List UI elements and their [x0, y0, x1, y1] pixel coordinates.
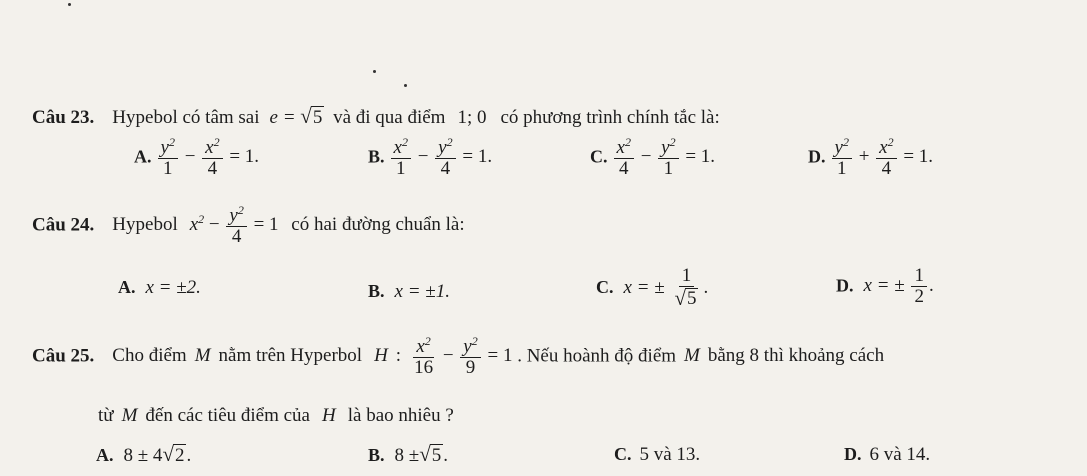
hyperbola-equation: $x^2$ − $\frac{y^2}{4}$ = 1 [189, 203, 279, 247]
sqrt-expr: √ 5 [300, 104, 323, 128]
option-letter: A. [134, 146, 152, 167]
hyperbola-equation: $\frac{x^2}{16}$ − $\frac{y^2}{9}$ = 1 [414, 334, 513, 378]
q23-option-b[interactable] [368, 136, 492, 180]
q25-option-a[interactable]: A. 8 ± 4 √ 2 . [96, 442, 192, 466]
line2-text-after: là bao nhiêu ? [347, 405, 454, 426]
operator: − [184, 146, 196, 168]
question-text-after: có phương trình chính tắc là: [500, 107, 720, 128]
option-letter: A. [96, 445, 114, 465]
fraction: $\frac{x^2}{1}$ [391, 136, 411, 180]
radicand: 5 [312, 107, 323, 128]
option-text: 6 và 14. [869, 444, 931, 465]
q23-option-c[interactable] [590, 136, 715, 180]
operator: + [858, 146, 870, 168]
question-label: Câu 23. [32, 107, 95, 128]
fraction: $\frac{y^2}{4}$ [435, 136, 455, 180]
point-name: M [121, 405, 138, 426]
option-letter: C. [614, 444, 632, 464]
question-23 [32, 104, 720, 129]
line2-text: từ [98, 405, 114, 426]
question-text: Hypebol [112, 214, 178, 236]
curve-name: H [374, 345, 388, 367]
rhs: = 1. [903, 146, 934, 168]
question-text-after: có hai đường chuẩn là: [291, 214, 465, 236]
question-text-end: bằng 8 thì khoảng cách [707, 345, 885, 367]
option-letter: D. [808, 146, 826, 167]
q25-option-c[interactable] [614, 444, 700, 466]
fraction: $\frac{x^2}{4}$ [876, 136, 896, 180]
option-letter: C. [590, 146, 608, 167]
option-text: 5 và 13. [639, 444, 701, 465]
question-text-mid: nằm trên Hyperbol [218, 345, 363, 367]
question-text-after: . Nếu hoành độ điểm [517, 345, 677, 367]
e-symbol: e = [269, 107, 296, 128]
rhs: = 1. [462, 146, 493, 168]
option-letter: C. [596, 276, 614, 297]
colon: : [395, 345, 402, 367]
option-letter: B. [368, 146, 385, 167]
rhs: = 1. [229, 146, 260, 168]
point-coords: 1; 0 [457, 107, 487, 128]
option-letter: D. [844, 444, 862, 464]
question-25 [32, 335, 884, 379]
paper-speck [404, 84, 407, 87]
fraction: $\frac{y^2}{1}$ [832, 136, 852, 180]
q24-option-d[interactable]: D. x = ± $\frac{1}{2}$ . [836, 265, 934, 307]
q24-option-c[interactable]: C. x = ± 1 √ 5 . [596, 265, 709, 310]
question-label: Câu 24. [32, 214, 95, 236]
line2-text-mid: đến các tiêu điểm của [145, 405, 310, 426]
question-label: Câu 25. [32, 345, 95, 367]
point-name: M [684, 345, 700, 367]
option-expr: x = ±1. [394, 281, 450, 302]
point-name: M [194, 345, 211, 367]
fraction: $\frac{y^2}{1}$ [158, 136, 178, 180]
q23-option-a[interactable] [134, 136, 259, 180]
option-letter: B. [368, 281, 385, 301]
option-letter: D. [836, 275, 854, 296]
question-text: Cho điểm [112, 345, 187, 367]
question-text-mid: và đi qua điểm [333, 107, 446, 128]
q25-option-b[interactable]: B. 8 ± √ 5 . [368, 442, 448, 466]
operator: − [417, 146, 429, 168]
question-24 [32, 204, 465, 248]
question-text: Hypebol có tâm sai [112, 107, 260, 128]
question-25-line2 [98, 405, 454, 427]
paper-speck [373, 70, 376, 73]
fraction: $\frac{x^2}{4}$ [614, 136, 634, 180]
option-expr: x = ±2. [145, 277, 201, 298]
option-letter: A. [118, 277, 136, 297]
option-letter: B. [368, 445, 385, 465]
fraction: $\frac{y^2}{1}$ [658, 136, 678, 180]
q24-option-a[interactable] [118, 277, 201, 299]
curve-name: H [322, 405, 336, 426]
q25-option-d[interactable] [844, 444, 930, 466]
q23-option-d[interactable] [808, 136, 933, 180]
paper-speck [68, 3, 71, 6]
fraction: $\frac{x^2}{4}$ [202, 136, 222, 180]
eccentricity-expr [269, 104, 330, 128]
q24-option-b[interactable] [368, 281, 450, 303]
operator: − [640, 146, 652, 168]
rhs: = 1. [685, 146, 716, 168]
